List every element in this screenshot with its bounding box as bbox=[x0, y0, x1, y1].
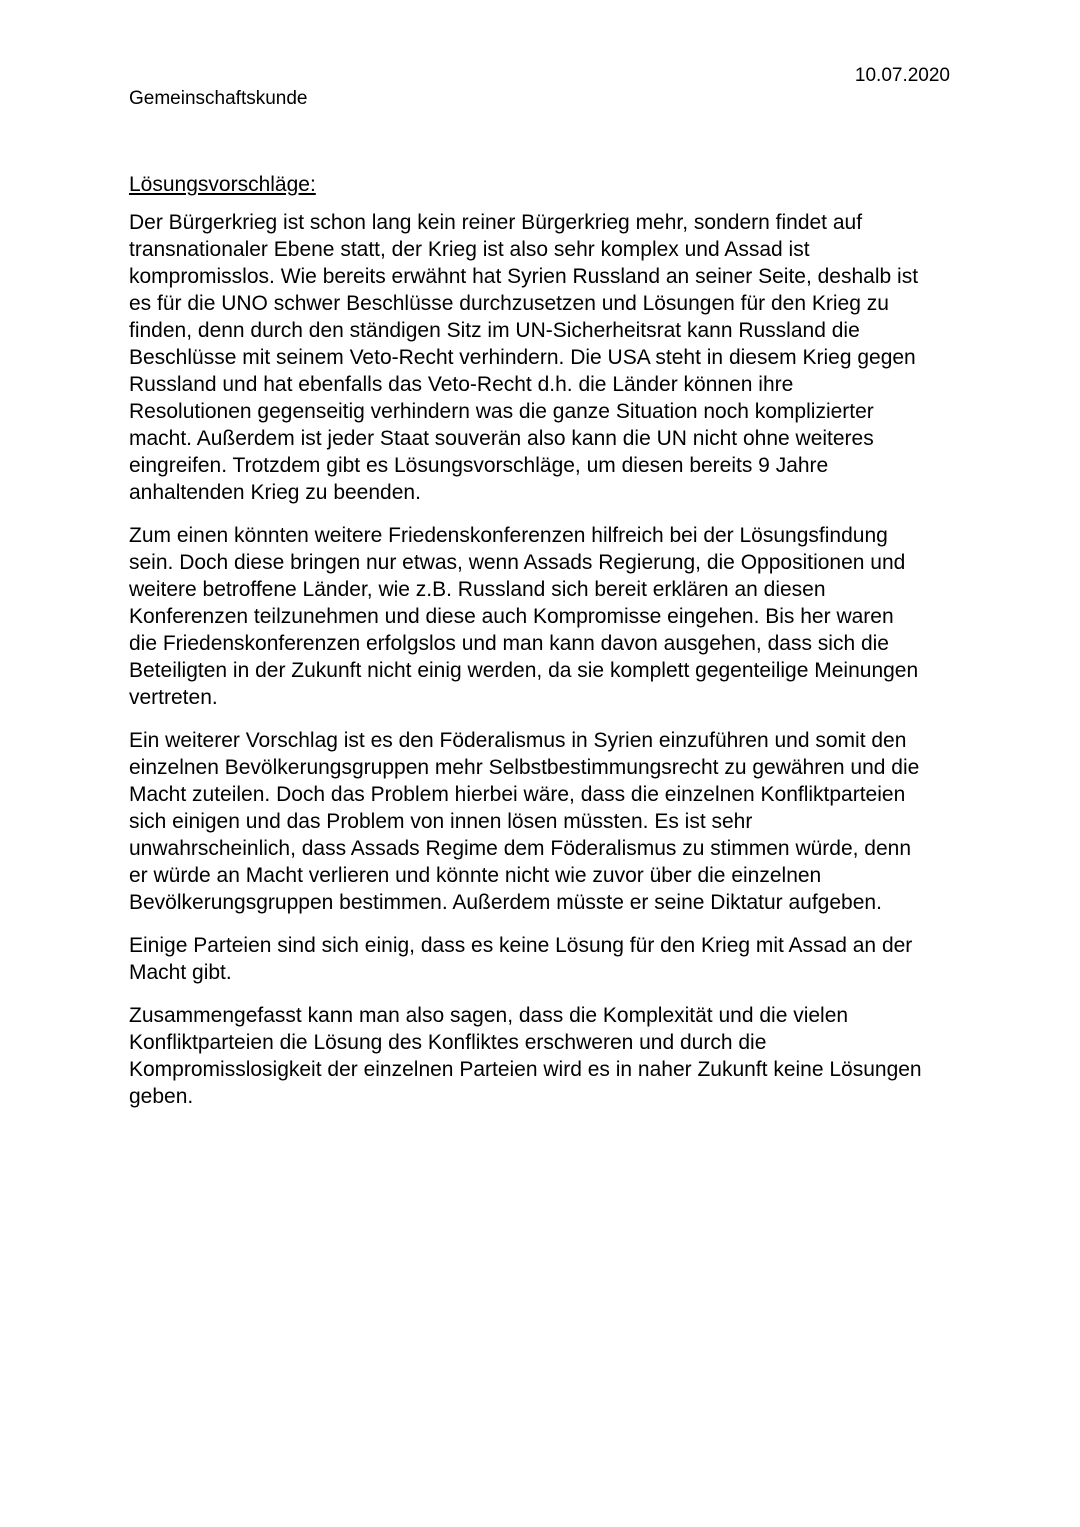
paragraph-conclusion: Zusammengefasst kann man also sagen, dass die Komplexität und die vielen Konfliktparteien die Lösung des Konfliktes erschweren und durch die Kompromisslosigkeit der einzelnen Parteien wird es in naher Zukunft keine Lösungen geben. bbox=[129, 1004, 922, 1108]
document-body bbox=[129, 171, 953, 1126]
paragraph-federalism: Ein weiterer Vorschlag ist es den Föderalismus in Syrien einzuführen und somit den einzelnen Bevölkerungsgruppen mehr Selbstbestimmungsrecht zu gewähren und die Macht zuteilen. Doch das Problem hierbei wäre, dass die einzelnen Konfliktparteien sich einigen und das Problem von innen lösen müssten. Es ist sehr unwahrscheinlich, dass Assads Regime dem Föderalismus zu stimmen würde, denn er würde an Macht verlieren und könnte nicht wie zuvor über die einzelnen Bevölkerungsgruppen bestimmen. Außerdem müsste er seine Diktatur aufgeben. bbox=[129, 729, 920, 914]
paragraph-peace-conferences: Zum einen könnten weitere Friedenskonferenzen hilfreich bei der Lösungsfindung sein. Doch diese bringen nur etwas, wenn Assads Regierung, die Oppositionen und weitere betroffene Länder, wie z.B. Russland sich bereit erklären an diesen Konferenzen teilzunehmen und diese auch Kompromisse eingehen. Bis her waren die Friedenskonferenzen erfolgslos und man kann davon ausgehen, dass sich die Beteiligten in der Zukunft nicht einig werden, da sie komplett gegenteilige Meinungen vertreten. bbox=[129, 524, 919, 709]
paragraph-parties-opinion: Einige Parteien sind sich einig, dass es keine Lösung für den Krieg mit Assad an der Macht gibt. bbox=[129, 934, 913, 984]
section-heading: Lösungsvorschläge: bbox=[129, 173, 316, 196]
paragraph-intro: Der Bürgerkrieg ist schon lang kein reiner Bürgerkrieg mehr, sondern findet auf transnationaler Ebene statt, der Krieg ist also sehr komplex und Assad ist kompromisslos. Wie bereits erwähnt hat Syrien Russland an seiner Seite, deshalb ist es für die UNO schwer Beschlüsse durchzusetzen und Lösungen für den Krieg zu finden, denn durch den ständigen Sitz im UN-Sicherheitsrat kann Russland die Beschlüsse mit seinem Veto-Recht verhindern. Die USA steht in diesem Krieg gegen Russland und hat ebenfalls das Veto-Recht d.h. die Länder können ihre Resolutionen gegenseitig verhindern was die ganze Situation noch komplizierter macht. Außerdem ist jeder Staat souverän also kann die UN nicht ohne weiteres eingreifen. Trotzdem gibt es Lösungsvorschläge, um diesen bereits 9 Jahre anhaltenden Krieg zu beenden. bbox=[129, 211, 919, 504]
document-date: 10.07.2020 bbox=[854, 65, 950, 86]
document-subject: Gemeinschaftskunde bbox=[129, 88, 308, 109]
